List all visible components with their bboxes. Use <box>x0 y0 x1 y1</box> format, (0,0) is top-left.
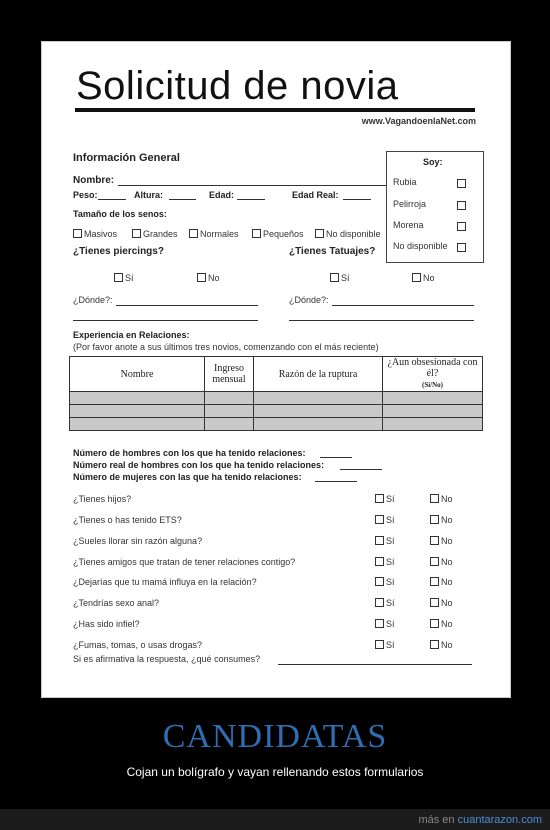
tattoos-no[interactable]: No <box>412 273 435 283</box>
checkbox[interactable] <box>430 536 439 545</box>
piercings-no[interactable]: No <box>197 273 220 283</box>
checkbox[interactable] <box>73 229 82 238</box>
answer-no[interactable]: No <box>430 577 453 587</box>
answer-yes[interactable]: Sí <box>375 598 395 608</box>
table-cell[interactable] <box>70 405 205 418</box>
checkbox[interactable] <box>375 515 384 524</box>
table-cell[interactable] <box>383 418 483 431</box>
answer-no[interactable]: No <box>430 619 453 629</box>
piercings-where-field-2[interactable] <box>73 320 258 321</box>
drugs-followup-field[interactable] <box>278 664 472 665</box>
checkbox[interactable] <box>375 494 384 503</box>
table-cell[interactable] <box>205 418 254 431</box>
drugs-followup-label: Si es afirmativa la respuesta, ¿qué consumes? <box>73 654 261 664</box>
application-form <box>41 41 511 698</box>
checkbox[interactable] <box>197 273 206 282</box>
count-real-men-field[interactable] <box>340 469 382 470</box>
count-women-label: Número de mujeres con las que ha tenido relaciones: <box>73 472 302 482</box>
checkbox[interactable] <box>430 619 439 628</box>
breast-option[interactable]: No disponible <box>315 229 381 239</box>
question-label: ¿Tendrías sexo anal? <box>73 598 160 608</box>
answer-yes[interactable]: Sí <box>375 640 395 650</box>
weight-label: Peso: <box>73 190 98 200</box>
real-age-label: Edad Real: <box>292 190 339 200</box>
table-row <box>70 418 483 431</box>
tattoos-yes[interactable]: Sí <box>330 273 350 283</box>
answer-no[interactable]: No <box>430 494 453 504</box>
height-label: Altura: <box>134 190 163 200</box>
name-label: Nombre: <box>73 175 115 186</box>
breast-option[interactable]: Pequeños <box>252 229 304 239</box>
height-field[interactable] <box>169 199 196 200</box>
answer-yes[interactable]: Sí <box>375 577 395 587</box>
ex-boyfriends-table <box>69 356 483 431</box>
checkbox[interactable] <box>457 243 466 252</box>
checkbox[interactable] <box>457 222 466 231</box>
checkbox[interactable] <box>114 273 123 282</box>
checkbox[interactable] <box>330 273 339 282</box>
count-real-men-label: Número real de hombres con los que ha tenido relaciones: <box>73 460 325 470</box>
checkbox[interactable] <box>375 619 384 628</box>
checkbox[interactable] <box>375 557 384 566</box>
hair-option: Rubia <box>393 177 417 187</box>
question-label: ¿Dejarías que tu mamá influya en la relación? <box>73 577 257 587</box>
general-info-heading: Información General <box>73 152 180 164</box>
checkbox[interactable] <box>430 515 439 524</box>
col-name: Nombre <box>70 357 205 392</box>
form-title: Solicitud de novia <box>76 64 399 108</box>
hair-option: Pelirroja <box>393 199 427 209</box>
question-label: ¿Tienes hijos? <box>73 494 132 504</box>
checkbox[interactable] <box>412 273 421 282</box>
answer-yes[interactable]: Sí <box>375 515 395 525</box>
hair-option: No disponible <box>393 241 448 251</box>
table-cell[interactable] <box>383 405 483 418</box>
experience-note: (Por favor anote a sus últimos tres novios, comenzando con el más reciente) <box>73 342 379 352</box>
footer-prefix: más en <box>418 814 455 826</box>
age-label: Edad: <box>209 190 235 200</box>
checkbox[interactable] <box>375 577 384 586</box>
table-cell[interactable] <box>205 392 254 405</box>
question-label: ¿Tienes o has tenido ETS? <box>73 515 182 525</box>
caption-subtitle: Cojan un bolígrafo y vayan rellenando estos formularios <box>126 765 424 779</box>
piercings-question: ¿Tienes piercings? <box>73 246 164 257</box>
checkbox[interactable] <box>430 494 439 503</box>
checkbox[interactable] <box>252 229 261 238</box>
checkbox[interactable] <box>315 229 324 238</box>
count-men-field[interactable] <box>320 457 352 458</box>
breast-option[interactable]: Masivos <box>73 229 117 239</box>
name-field[interactable] <box>118 185 386 186</box>
question-label: ¿Tienes amigos que tratan de tener relaciones contigo? <box>73 557 296 567</box>
footer-credit <box>418 814 542 826</box>
col-reason: Razón de la ruptura <box>254 357 383 392</box>
answer-no[interactable]: No <box>430 536 453 546</box>
tattoos-where-field[interactable] <box>332 305 474 306</box>
table-row <box>70 405 483 418</box>
count-women-field[interactable] <box>315 481 357 482</box>
real-age-field[interactable] <box>343 199 371 200</box>
tattoos-where-field-2[interactable] <box>289 320 474 321</box>
footer-link[interactable]: cuantarazon.com <box>457 814 542 826</box>
answer-yes[interactable]: Sí <box>375 619 395 629</box>
answer-yes[interactable]: Sí <box>375 494 395 504</box>
checkbox[interactable] <box>457 179 466 188</box>
question-label: ¿Fumas, tomas, o usas drogas? <box>73 640 203 650</box>
checkbox[interactable] <box>375 598 384 607</box>
piercings-where-label: ¿Dónde?: <box>73 295 113 305</box>
answer-no[interactable]: No <box>430 598 453 608</box>
website-watermark: www.VagandoenlaNet.com <box>361 116 476 126</box>
answer-yes[interactable]: Sí <box>375 557 395 567</box>
table-cell[interactable] <box>70 418 205 431</box>
table-row <box>70 392 483 405</box>
answer-yes[interactable]: Sí <box>375 536 395 546</box>
checkbox[interactable] <box>430 640 439 649</box>
caption-title: CANDIDATAS <box>162 718 388 755</box>
weight-field[interactable] <box>98 199 126 200</box>
breast-size-label: Tamaño de los senos: <box>73 209 167 219</box>
checkbox[interactable] <box>189 229 198 238</box>
col-income: Ingreso mensual <box>205 357 254 392</box>
checkbox[interactable] <box>457 201 466 210</box>
count-men-label: Número de hombres con los que ha tenido relaciones: <box>73 448 306 458</box>
checkbox[interactable] <box>375 536 384 545</box>
piercings-yes[interactable]: Sí <box>114 273 134 283</box>
breast-option[interactable]: Normales <box>189 229 239 239</box>
answer-no[interactable]: No <box>430 557 453 567</box>
tattoos-where-label: ¿Dónde?: <box>289 295 329 305</box>
checkbox[interactable] <box>430 557 439 566</box>
tattoos-question: ¿Tienes Tatuajes? <box>289 246 376 257</box>
checkbox[interactable] <box>430 598 439 607</box>
hair-color-box <box>386 151 484 263</box>
checkbox[interactable] <box>132 229 141 238</box>
table-cell[interactable] <box>70 392 205 405</box>
question-label: ¿Has sido infiel? <box>73 619 140 629</box>
answer-no[interactable]: No <box>430 640 453 650</box>
table-cell[interactable] <box>383 392 483 405</box>
breast-option[interactable]: Grandes <box>132 229 178 239</box>
table-cell[interactable] <box>254 418 383 431</box>
answer-no[interactable]: No <box>430 515 453 525</box>
checkbox[interactable] <box>430 577 439 586</box>
piercings-where-field[interactable] <box>116 305 258 306</box>
soy-heading: Soy: <box>423 157 443 167</box>
experience-heading: Experiencia en Relaciones: <box>73 330 190 340</box>
question-label: ¿Sueles llorar sin razón alguna? <box>73 536 203 546</box>
hair-option: Morena <box>393 220 424 230</box>
age-field[interactable] <box>237 199 265 200</box>
table-cell[interactable] <box>254 392 383 405</box>
title-underline <box>75 108 475 112</box>
table-cell[interactable] <box>205 405 254 418</box>
checkbox[interactable] <box>375 640 384 649</box>
table-cell[interactable] <box>254 405 383 418</box>
col-obsessed: ¿Aun obsesionada con él? (Sí/No) <box>383 357 483 392</box>
